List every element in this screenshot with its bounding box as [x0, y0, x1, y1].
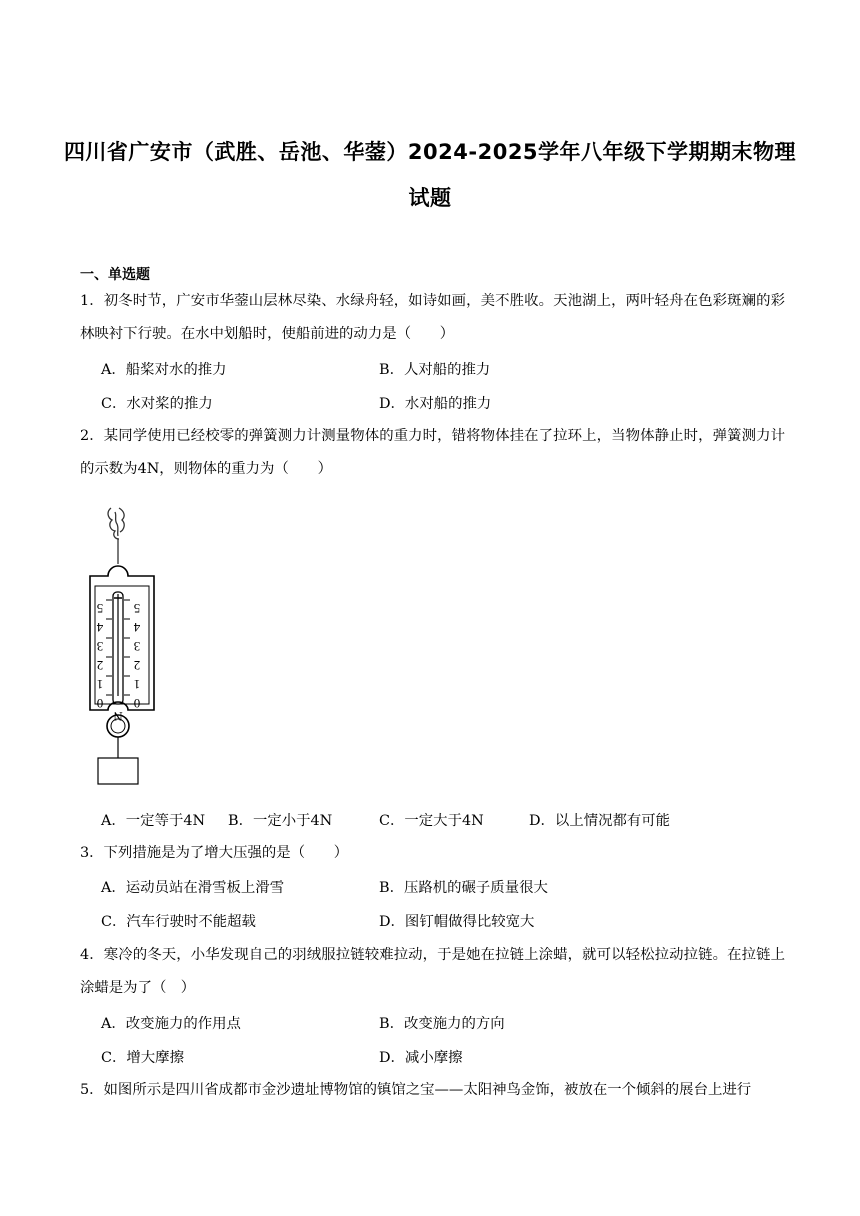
- q1-option-d: D．水对船的推力: [379, 396, 492, 412]
- spring-scale-figure: [84, 502, 164, 792]
- q4-option-a: A．改变施力的作用点: [101, 1016, 241, 1032]
- document-title-line1: 四川省广安市（武胜、岳池、华蓥）2024-2025学年八年级下学期期末物理: [63, 140, 797, 164]
- q4-option-c: C．增大摩擦: [101, 1050, 184, 1066]
- scale-label-2-left: 2: [96, 658, 104, 673]
- unit-label: N: [113, 709, 123, 724]
- q1-option-a: A．船桨对水的推力: [101, 362, 227, 378]
- q1-option-c: C．水对桨的推力: [101, 396, 213, 412]
- scale-label-2-right: 2: [133, 658, 141, 673]
- q4-option-d: D．减小摩擦: [379, 1050, 463, 1066]
- section-heading: 一、单选题: [80, 267, 150, 283]
- scale-label-3-left: 3: [96, 639, 104, 654]
- weight-block: [98, 758, 138, 784]
- question-4-text: 4．寒冷的冬天，小华发现自己的羽绒服拉链较难拉动，于是她在拉链上涂蜡，就可以轻松拉动拉链。在拉链上涂蜡是为了（ ）: [80, 947, 785, 996]
- scale-label-1-right: 1: [133, 677, 141, 692]
- document-title-line2: 试题: [408, 186, 452, 210]
- scale-label-5-right: 5: [133, 601, 141, 616]
- question-2-text: 2．某同学使用已经校零的弹簧测力计测量物体的重力时，错将物体挂在了拉环上，当物体静止时，弹簧测力计的示数为4N，则物体的重力为（ ）: [80, 428, 785, 477]
- scale-label-0-right: 0: [133, 696, 141, 711]
- q3-option-c: C．汽车行驶时不能超载: [101, 914, 256, 930]
- scale-label-3-right: 3: [133, 639, 141, 654]
- q3-option-a: A．运动员站在滑雪板上滑雪: [101, 880, 285, 896]
- scale-label-4-right: 4: [133, 620, 141, 635]
- scale-label-5-left: 5: [96, 601, 104, 616]
- q1-option-b: B．人对船的推力: [379, 362, 491, 378]
- question-3-text: 3．下列措施是为了增大压强的是（ ）: [80, 845, 349, 861]
- hand-icon: [108, 508, 124, 564]
- q4-option-b: B．改变施力的方向: [379, 1016, 505, 1032]
- q3-option-d: D．图钉帽做得比较宽大: [379, 914, 535, 930]
- q2-option-a: A．一定等于4N: [101, 813, 206, 829]
- scale-label-1-left: 1: [96, 677, 104, 692]
- scale-label-0-left: 0: [96, 696, 104, 711]
- q2-option-d: D．以上情况都有可能: [529, 813, 671, 829]
- q2-option-b: B．一定小于4N: [228, 813, 333, 829]
- question-5-text: 5．如图所示是四川省成都市金沙遗址博物馆的镇馆之宝——太阳神鸟金饰，被放在一个倾斜的展台上进行: [80, 1082, 752, 1098]
- question-1-text: 1．初冬时节，广安市华蓥山层林尽染、水绿舟轻，如诗如画，美不胜收。天池湖上，两叶轻舟在色彩斑斓的彩林映衬下行驶。在水中划船时，使船前进的动力是（ ）: [80, 293, 785, 342]
- q2-option-c: C．一定大于4N: [379, 813, 484, 829]
- q3-option-b: B．压路机的碾子质量很大: [379, 880, 548, 896]
- scale-label-4-left: 4: [96, 620, 104, 635]
